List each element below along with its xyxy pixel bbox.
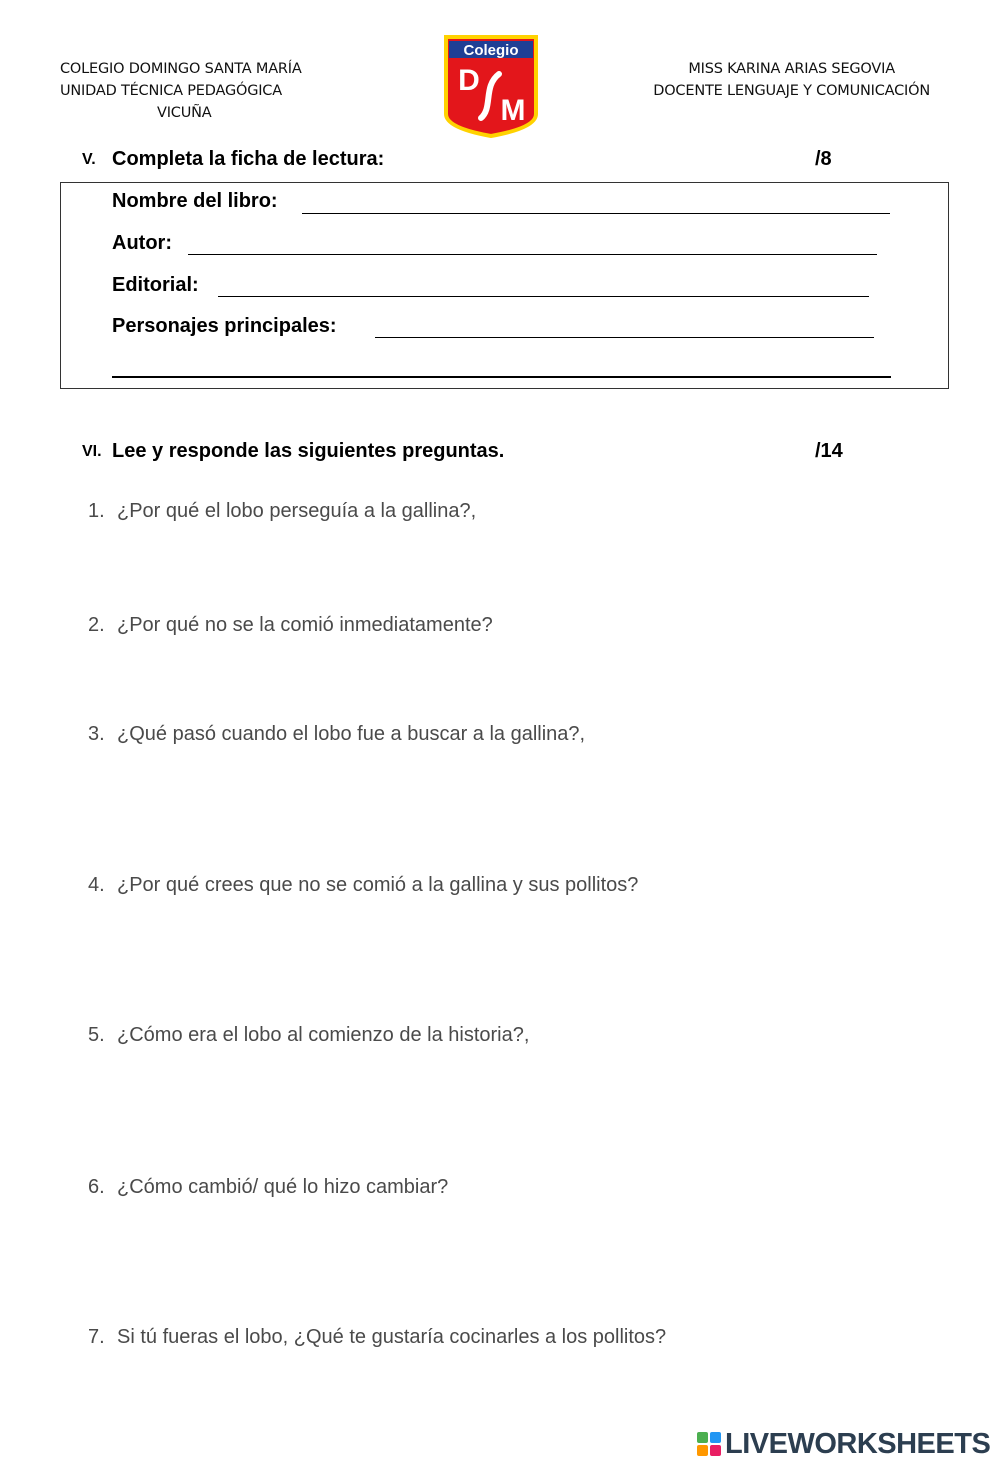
publisher-answer-line[interactable] <box>218 296 869 297</box>
section-v-title: Completa la ficha de lectura: <box>112 148 385 170</box>
question-5 <box>88 1024 529 1047</box>
section-vi-title: Lee y responde las siguientes preguntas. <box>112 440 505 462</box>
logo-top-text: Colegio <box>463 42 519 59</box>
school-city: VICUÑA <box>157 105 212 121</box>
question-text: ¿Por qué no se la comió inmediatamente? <box>117 614 493 636</box>
teacher-info <box>653 58 930 102</box>
liveworksheets-brand[interactable] <box>697 1428 990 1460</box>
question-number: 3. <box>88 723 105 745</box>
logo-letter-d: D <box>458 64 480 97</box>
question-3 <box>88 723 585 746</box>
teacher-subject: DOCENTE LENGUAJE Y COMUNICACIÓN <box>653 83 930 99</box>
author-answer-line[interactable] <box>188 254 877 255</box>
author-label: Autor: <box>112 232 172 254</box>
school-info <box>60 58 302 124</box>
section-vi-numeral: VI. <box>82 443 102 460</box>
question-text: ¿Cómo cambió/ qué lo hizo cambiar? <box>117 1176 449 1198</box>
main-characters-label: Personajes principales: <box>112 315 337 337</box>
main-characters-answer-line-2[interactable] <box>112 376 891 378</box>
question-text: ¿Por qué crees que no se comió a la gallina y sus pollitos? <box>117 874 639 896</box>
question-text: ¿Por qué el lobo perseguía a la gallina?, <box>117 500 477 522</box>
question-number: 4. <box>88 874 105 896</box>
brand-name: LIVEWORKSHEETS <box>725 1427 991 1460</box>
question-number: 7. <box>88 1326 105 1348</box>
question-text: ¿Cómo era el lobo al comienzo de la historia?, <box>117 1024 530 1046</box>
school-unit: UNIDAD TÉCNICA PEDAGÓGICA <box>60 83 282 99</box>
teacher-name: MISS KARINA ARIAS SEGOVIA <box>688 61 895 77</box>
question-1 <box>88 500 476 523</box>
school-logo <box>443 34 539 138</box>
section-v-score: /8 <box>815 148 832 170</box>
question-number: 1. <box>88 500 105 522</box>
question-number: 2. <box>88 614 105 636</box>
book-name-answer-line[interactable] <box>302 213 890 214</box>
question-2 <box>88 614 493 637</box>
section-vi-score: /14 <box>815 440 843 462</box>
book-name-label: Nombre del libro: <box>112 190 278 212</box>
publisher-label: Editorial: <box>112 274 199 296</box>
question-4 <box>88 874 638 897</box>
liveworksheets-logo-icon <box>697 1432 721 1456</box>
section-v-numeral: V. <box>82 151 96 168</box>
question-number: 5. <box>88 1024 105 1046</box>
question-7 <box>88 1326 666 1349</box>
school-name: COLEGIO DOMINGO SANTA MARÍA <box>60 61 302 77</box>
main-characters-answer-line[interactable] <box>375 337 874 338</box>
question-text: ¿Qué pasó cuando el lobo fue a buscar a la gallina?, <box>117 723 586 745</box>
question-6 <box>88 1176 448 1199</box>
question-text: Si tú fueras el lobo, ¿Qué te gustaría cocinarles a los pollitos? <box>117 1326 667 1348</box>
question-number: 6. <box>88 1176 105 1198</box>
logo-letter-m: M <box>500 94 526 127</box>
